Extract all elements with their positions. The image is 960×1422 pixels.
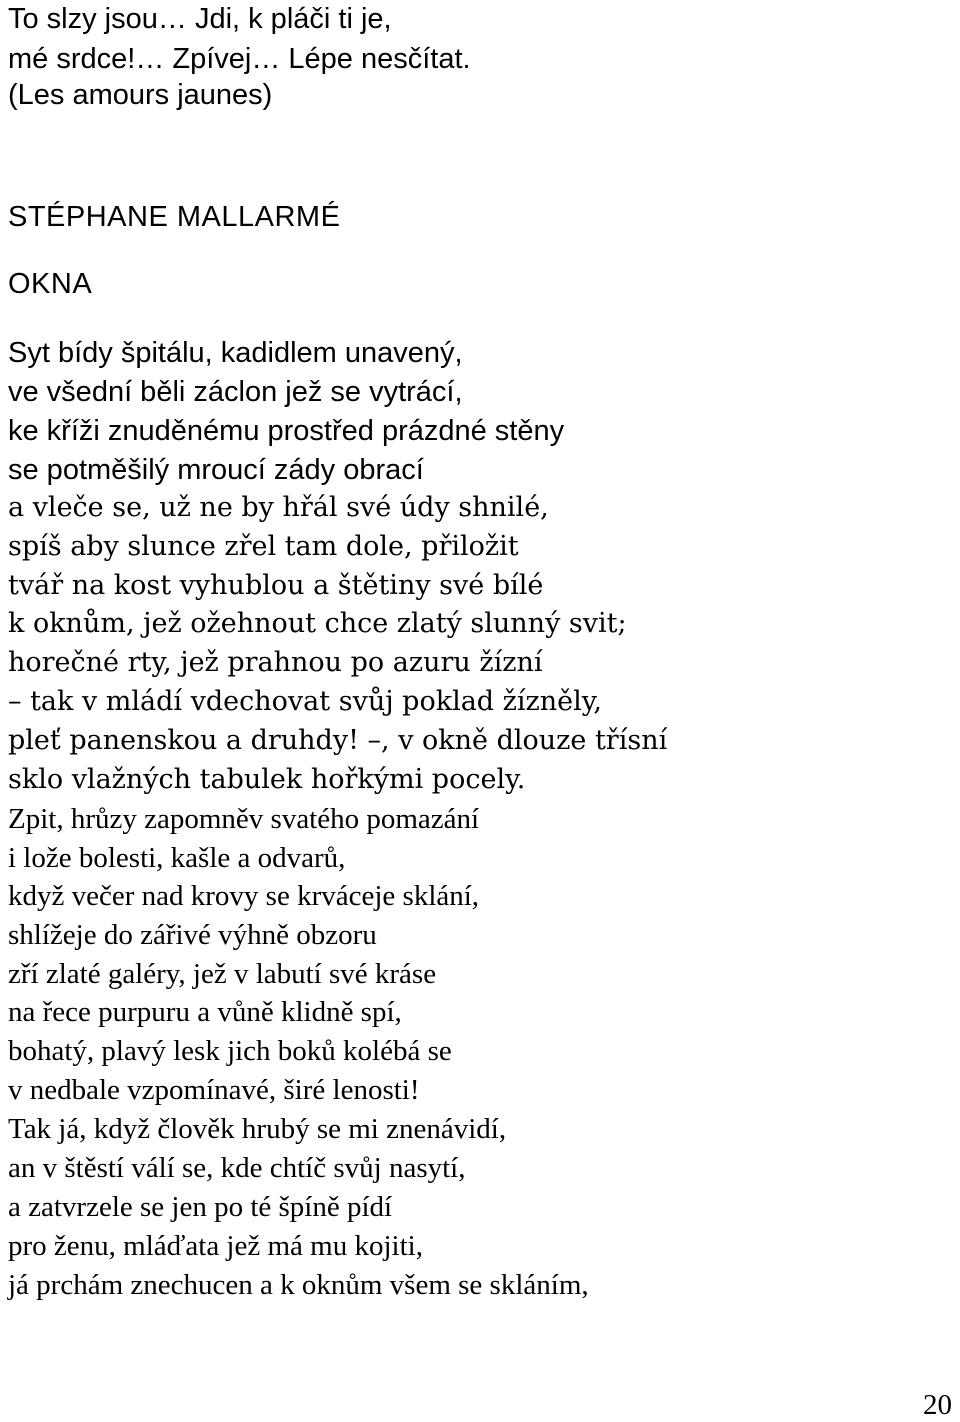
poem-line: já prchám znechucen a k oknům všem se skláním, <box>8 1269 589 1301</box>
poem-line: bohatý, plavý lesk jich boků kolébá se <box>8 1035 452 1067</box>
poem-line: ke kříži znuděnému prostřed prázdné stěny <box>8 415 565 447</box>
poem-line: zří zlaté galéry, jež v labutí své kráse <box>8 958 437 990</box>
poem-line: i lože bolesti, kašle a odvarů, <box>8 842 346 874</box>
poem-line: a zatvrzele se jen po té špíně pídí <box>8 1191 393 1223</box>
poem-line: a vleče se, už ne by hřál své údy shnilé, <box>8 492 549 523</box>
poem-line: Tak já, když člověk hrubý se mi znenávidí, <box>8 1113 507 1145</box>
poem-line: ve všední běli záclon jež se vytrácí, <box>8 376 463 408</box>
poem-title: OKNA <box>8 268 93 300</box>
page-number: 20 <box>923 1389 952 1421</box>
poem-line: pro ženu, mláďata jež má mu kojiti, <box>8 1230 423 1262</box>
intro-line: mé srdce!… Zpívej… Lépe nesčítat. <box>8 43 471 75</box>
poem-line: tvář na kost vyhublou a štětiny své bílé <box>8 570 544 601</box>
poem-line: spíš aby slunce zřel tam dole, přiložit <box>8 531 519 562</box>
poem-line: se potměšilý mroucí zády obrací <box>8 454 424 486</box>
intro-source: (Les amours jaunes) <box>8 79 273 111</box>
poem-line: Syt bídy špitálu, kadidlem unavený, <box>8 337 463 369</box>
poem-line: horečné rty, jež prahnou po azuru žízní <box>8 647 543 678</box>
poem-line: když večer nad krovy se krváceje sklání, <box>8 880 480 912</box>
poem-line: shlížeje do zářivé výhně obzoru <box>8 919 377 951</box>
poem-line: pleť panenskou a druhdy! –, v okně dlouze třísní <box>8 725 668 756</box>
intro-line: To slzy jsou… Jdi, k pláči ti je, <box>8 3 392 35</box>
poem-line: sklo vlažných tabulek hořkými pocely. <box>8 764 526 795</box>
author-heading: STÉPHANE MALLARMÉ <box>8 201 341 233</box>
poem-line: Zpit, hrůzy zapomněv svatého pomazání <box>8 803 480 835</box>
poem-line: v nedbale vzpomínavé, širé lenosti! <box>8 1074 420 1106</box>
poem-line: na řece purpuru a vůně klidně spí, <box>8 996 402 1028</box>
poem-line: – tak v mládí vdechovat svůj poklad žízněly, <box>8 686 602 717</box>
poem-line: k oknům, jež ožehnout chce zlatý slunný svit; <box>8 608 627 639</box>
poem-line: an v štěstí válí se, kde chtíč svůj nasytí, <box>8 1152 466 1184</box>
